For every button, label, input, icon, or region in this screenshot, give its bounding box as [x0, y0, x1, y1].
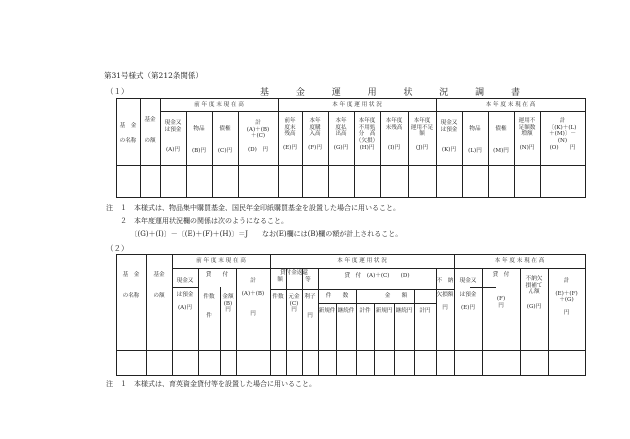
s2-principal: 元金 (C) 円: [288, 294, 300, 314]
s1-bond-prev: 債権 (C)円: [217, 126, 233, 154]
section2-number: （２）: [106, 244, 129, 253]
s2-count-group: 件 数: [325, 293, 349, 299]
s1-disposal: 本年度 不用処 分 高 （欠損） (H)円: [355, 118, 379, 151]
s1-shortage: 本年度 運用不足 額 (J)円: [410, 118, 434, 152]
s1-cash-prev: 現金又 は預金 (A)円: [164, 120, 182, 154]
s2-kikin-name-header: 基 金 の名称: [122, 272, 140, 299]
s2-kikin-amount-header: 基金 の額: [153, 272, 165, 299]
s2-loan-group: 貸 付: [205, 272, 229, 278]
s1-note-2: ２ 本年度運用状況欄の関係は次のようになること。: [106, 217, 288, 225]
s2-new-amount: 新規円: [375, 308, 393, 314]
s2-loan-count: 件数 件: [203, 294, 215, 319]
s2-loan-curr-count: 件数: [272, 294, 284, 300]
s1-pre-end: 前年 度末 残高 (E)円: [282, 118, 298, 152]
s1-group-curr: 本 年 度 末 現 在 高: [485, 102, 536, 108]
s2-cash-curr: 現金又 は預金 (E)円: [459, 278, 477, 312]
s1-total-curr: 計 〔(K)＋(L) ＋(M)〕－ (N) (O) 円: [548, 118, 577, 151]
s2-sum-count: 計件: [359, 308, 371, 314]
section1-title: 基 金 運 用 状 況 調 書: [260, 88, 533, 98]
s1-year-end: 本年度 末残高 (I)円: [385, 118, 403, 152]
s1-receipt: 本年 度購 入高 (F)円: [308, 118, 322, 152]
s2-group-curr: 本 年 度 末 現 在 高: [494, 258, 545, 264]
s2-total-prev: 計 (A)＋(B) 円: [241, 278, 265, 318]
s2-irrecoverable: 不納欠 損補て ん額 (G)円: [525, 276, 543, 311]
s1-goods-curr: 物品 (L)円: [468, 126, 482, 154]
s2-loan-amount: 金額 (B) 円: [222, 294, 234, 314]
s1-short-amt: 運用不 足額数 増額 (N)円: [518, 118, 536, 152]
s2-amount-group: 金 額: [384, 293, 408, 299]
s1-payout: 本年 度払 出高 (G)円: [333, 118, 349, 152]
s2-repay-group: 貸付金返還 額 等: [277, 270, 311, 283]
s2-cont-amount: 継続円: [395, 308, 413, 314]
s1-group-prev: 前 年 度 末 現 在 高: [194, 102, 244, 108]
s1-bond-curr: 債権 (M)円: [493, 126, 509, 154]
s2-note-1: 注 １ 本様式は、育英資金貸付等を設置した場合に用いること。: [106, 380, 316, 388]
s1-total-prev: 計 (A)＋(B) ＋(C) (D) 円: [246, 120, 270, 154]
s1-note-1: 注 １ 本様式は、物品集中購買基金、国民年金印紙購買基金を設置した場合に用いること。: [106, 204, 400, 212]
section1-number: （１）: [106, 87, 129, 96]
s2-group-ops: 本 年 度 運 用 状 況: [337, 258, 387, 264]
s2-cont-count: 継続件: [337, 308, 355, 314]
s2-total-curr: 計 (E)＋(F) ＋(G) 円: [555, 278, 578, 317]
form-number: 第31号様式（第212条関係）: [104, 71, 203, 80]
s2-lend-group: 貸 付 (A)＋(C) (D): [344, 273, 410, 279]
s2-sum-amount: 計円: [419, 308, 431, 314]
s2-loan-curr-amt: (F) 円: [496, 296, 506, 309]
s2-loan-curr: 貸 付: [492, 272, 510, 278]
s1-cash-curr: 現金又 は預金 (K)円: [440, 120, 458, 154]
s1-group-ops: 本 年 度 運 用 状 況: [332, 102, 382, 108]
s2-group-prev: 前 年 度 末 現 在 高: [196, 258, 246, 264]
s2-cash-prev: 現金又 は預金 (A)円: [176, 278, 194, 312]
s1-goods-prev: 物品 (B)円: [191, 126, 207, 154]
s2-interest: 利子 円: [304, 294, 316, 319]
s1-note-3: 〔(G)＋(I)〕－〔(E)＋(F)＋(H)〕＝J なお(E)欄には(B)欄の額が計上されること。: [106, 230, 403, 238]
s2-deficit: 不 納 欠損額 円: [436, 278, 454, 312]
s1-kikin-amount-header: 基金 の額: [144, 117, 156, 144]
s1-kikin-name-header: 基 金 の名称: [119, 123, 137, 144]
s2-new-count: 新規件: [318, 308, 336, 314]
